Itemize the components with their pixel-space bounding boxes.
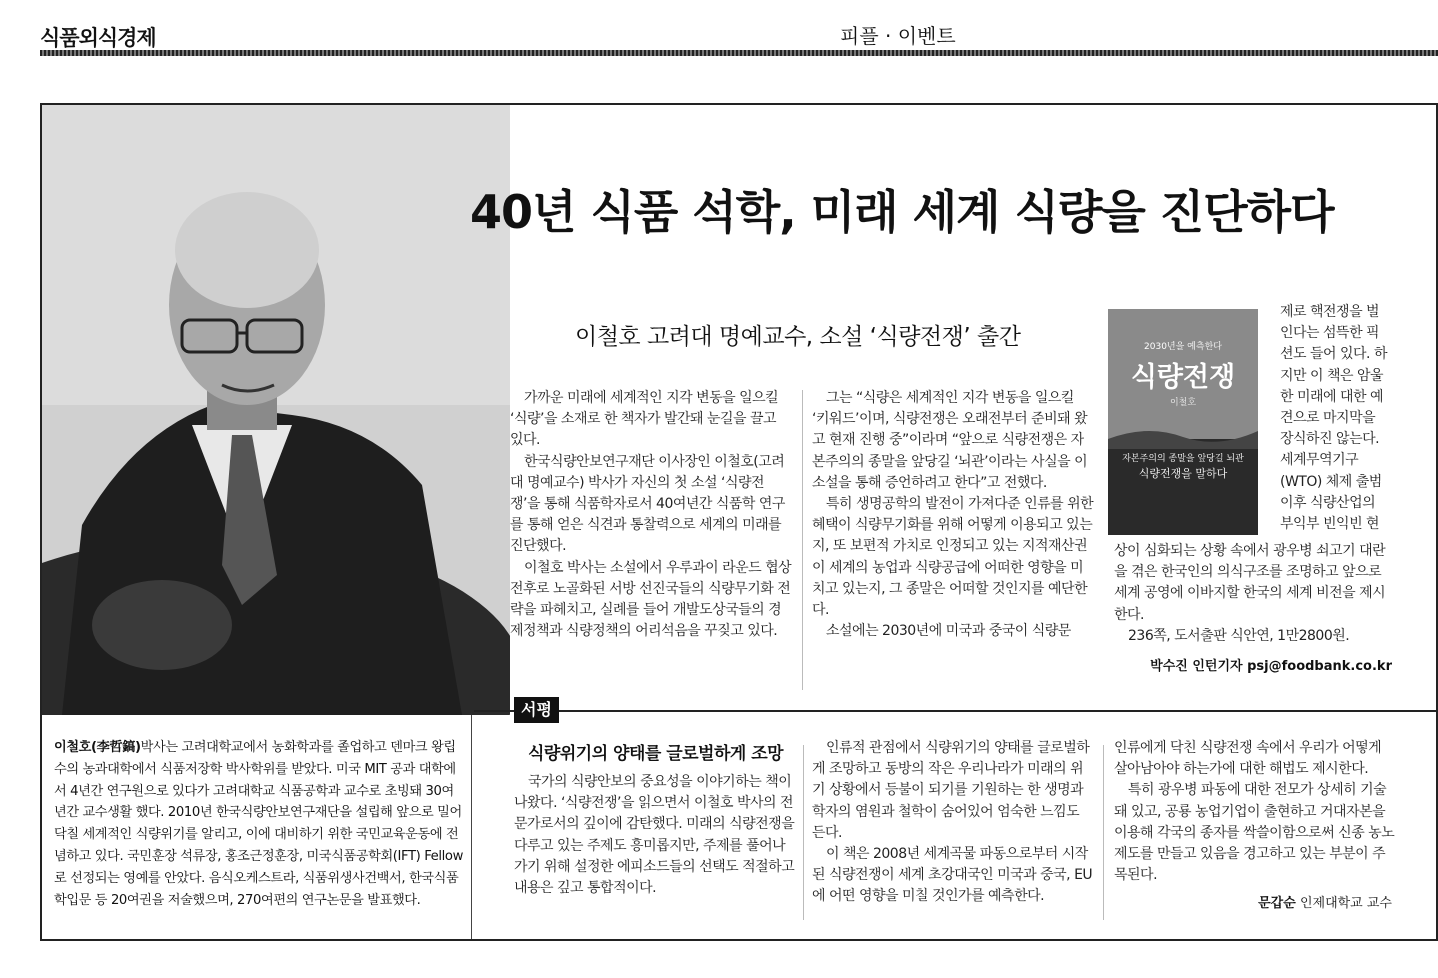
review-column-3: [1114, 738, 1396, 886]
review-paragraph: 인류에게 닥친 식량전쟁 속에서 우리가 어떻게 살아남아야 하는가에 대한 해법도 제시한다.: [1114, 740, 1382, 778]
review-paragraph: 인류적 관점에서 식량위기의 양태를 글로벌하게 조망하고 동방의 작은 우리나라가 미래의 위기 상황에서 등불이 되기를 기원하는 한 생명과학자의 염원과 철학이 숨어있어 엄숙한 느낌도 든다.: [812, 740, 1090, 841]
book-cover-blurb-2: 식량전쟁을 말하다: [1138, 467, 1228, 480]
bio-text: 박사는 고려대학교에서 농화학과를 졸업하고 덴마크 왕립수의 농과대학에서 식품저장학 박사학위를 받았다. 미국 MIT 공과 대학에서 4년간 연구원으로 있다가 고려대학교 식품공학과 교수로 초빙돼 30여년간 교수생활 했다. 2010년 한국식량안보연구재단을 설립해 앞으로 밀어닥칠 세계적인 식량위기를 알리고, 이에 대비하기 위한 국민교육운동에 전념하고 있다. 국민훈장 석류장, 홍조근정훈장, 미국식품공학회(IFT) Fellow로 선정되는 영예를 안았다. 음식오케스트라, 식품위생사건백서, 한국식품학입문 등 20여권을 저술했으며, 270여편의 연구논문을 발표했다.: [54, 740, 463, 908]
article-paragraph: 소설에는 2030년에 미국과 중국이 식량문: [826, 623, 1071, 640]
review-headline: 식량위기의 양태를 글로벌하게 조망: [528, 744, 784, 764]
article-byline: 박수진 인턴기자 psj@foodbank.co.kr: [1150, 659, 1392, 674]
article-paragraph: 그는 “식량은 세계적인 지각 변동을 일으킬 ‘키워드’이며, 식량전쟁은 오래전부터 준비돼 왔고 현재 진행 중”이라며 “앞으로 식량전쟁은 자본주의의 종말을 앞당길 ‘뇌관’이라는 사실을 이 소설을 통해 증언하려고 한다”고 전했다.: [812, 390, 1088, 491]
review-paragraph: 특히 광우병 파동에 대한 전모가 상세히 기술돼 있고, 공룡 농업기업이 출현하고 거대자본을 이용해 각국의 종자를 싹쓸이함으로써 신종 농노제도를 만들고 있음을 경고하고 있는 부분이 주목된다.: [1114, 782, 1395, 884]
reviewer-affiliation: 인제대학교 교수: [1299, 896, 1392, 911]
review-paragraph: 이 책은 2008년 세계곡물 파동으로부터 시작된 식량전쟁이 세계 초강대국인 미국과 중국, EU에 어떤 영향을 미칠 것인가를 예측한다.: [812, 846, 1093, 905]
book-cover-title: 식량전쟁: [1130, 362, 1236, 393]
article-subheadline: 이철호 고려대 명예교수, 소설 ‘식량전쟁’ 출간: [575, 324, 1021, 350]
column-divider: [802, 390, 803, 690]
reviewer-name: 문갑순: [1258, 896, 1296, 911]
column-divider: [1103, 745, 1104, 920]
article-column-3-bottom: [1114, 541, 1394, 647]
book-cover-kicker: 2030년을 예측한다: [1144, 342, 1222, 352]
article-paragraph: 특히 생명공학의 발전이 가져다준 인류를 위한 혜택이 식량무기화를 위해 어떻게 이용되고 있는지, 또 보편적 가치로 인정되고 있는 지적재산권이 세계의 농업과 식량공급에 어떠한 영향을 미치고 있는지, 그 종말은 어떠할 것인지를 예단한다.: [812, 496, 1094, 619]
review-tag: 서평: [514, 697, 559, 723]
book-cover-author: 이철호: [1169, 398, 1197, 408]
article-paragraph: 한국식량안보연구재단 이사장인 이철호(고려대 명예교수) 박사가 자신의 첫 소설 ‘식량전쟁’을 통해 식품학자로서 40여년간 식품학 연구를 통해 얻은 식견과 통찰력으로 세계의 미래를 진단했다.: [510, 453, 785, 555]
publication-name: 식품외식경제: [40, 26, 156, 50]
article-paragraph: 상이 심화되는 상황 속에서 광우병 쇠고기 대란을 겪은 한국인의 의식구조를 조명하고 앞으로 세계 공영에 이바지할 한국의 세계 비전을 제시한다.: [1114, 543, 1386, 623]
article-info: 236쪽, 도서출판 식안연, 1만2800원.: [1128, 627, 1350, 644]
article-column-3-top: [1280, 302, 1392, 535]
bio-name: 이철호(李哲鎬): [54, 740, 141, 755]
review-column-2: [812, 738, 1094, 908]
review-column-1: [514, 772, 796, 899]
article-column-1: [510, 388, 792, 642]
portrait-illustration: [42, 105, 510, 715]
article-headline: 40년 식품 석학, 미래 세계 식량을 진단하다: [470, 185, 1334, 239]
section-title: 피플 · 이벤트: [840, 24, 956, 48]
column-divider: [803, 745, 804, 920]
article-paragraph: 가까운 미래에 세계적인 지각 변동을 일으킬 ‘식량’을 소재로 한 책자가 발간돼 눈길을 끌고 있다.: [510, 390, 779, 449]
book-cover-image: [1108, 309, 1258, 535]
review-paragraph: 국가의 식량안보의 중요성을 이야기하는 책이 나왔다. ‘식량전쟁’을 읽으면서 이철호 박사의 전문가로서의 깊이에 감탄했다. 미래의 식량전쟁을 다루고 있는 주제도 흥미롭지만, 주제를 풀어나가기 위해 설정한 에피소드들의 선택도 적절하고 내용은 깊고 통합적이다.: [514, 774, 795, 897]
article-paragraph: 이철호 박사는 소설에서 우루과이 라운드 협상 전후로 노골화된 서방 선진국들의 식량무기화 전략을 파헤치고, 실례를 들어 개발도상국들의 경제정책과 식량정책의 어리석음을 꾸짖고 있다.: [510, 559, 792, 640]
portrait-photo: [42, 105, 510, 715]
header-rule: [40, 50, 1438, 56]
article-paragraph: 제로 핵전쟁을 벌인다는 섬뜩한 픽션도 들어 있다. 하지만 이 책은 암울한 미래에 대한 예견으로 마지막을 장식하진 않는다. 세계무역기구(WTO) 체제 출범 이후 식량산업의 부익부 빈익빈 현: [1280, 304, 1387, 533]
book-cover-blurb-1: 자본주의의 종말을 앞당길 뇌관: [1122, 454, 1244, 464]
bio-caption: [42, 715, 472, 939]
reviewer-credit: [1258, 892, 1392, 911]
review-rule: [474, 710, 1438, 712]
article-column-2: [812, 388, 1094, 642]
